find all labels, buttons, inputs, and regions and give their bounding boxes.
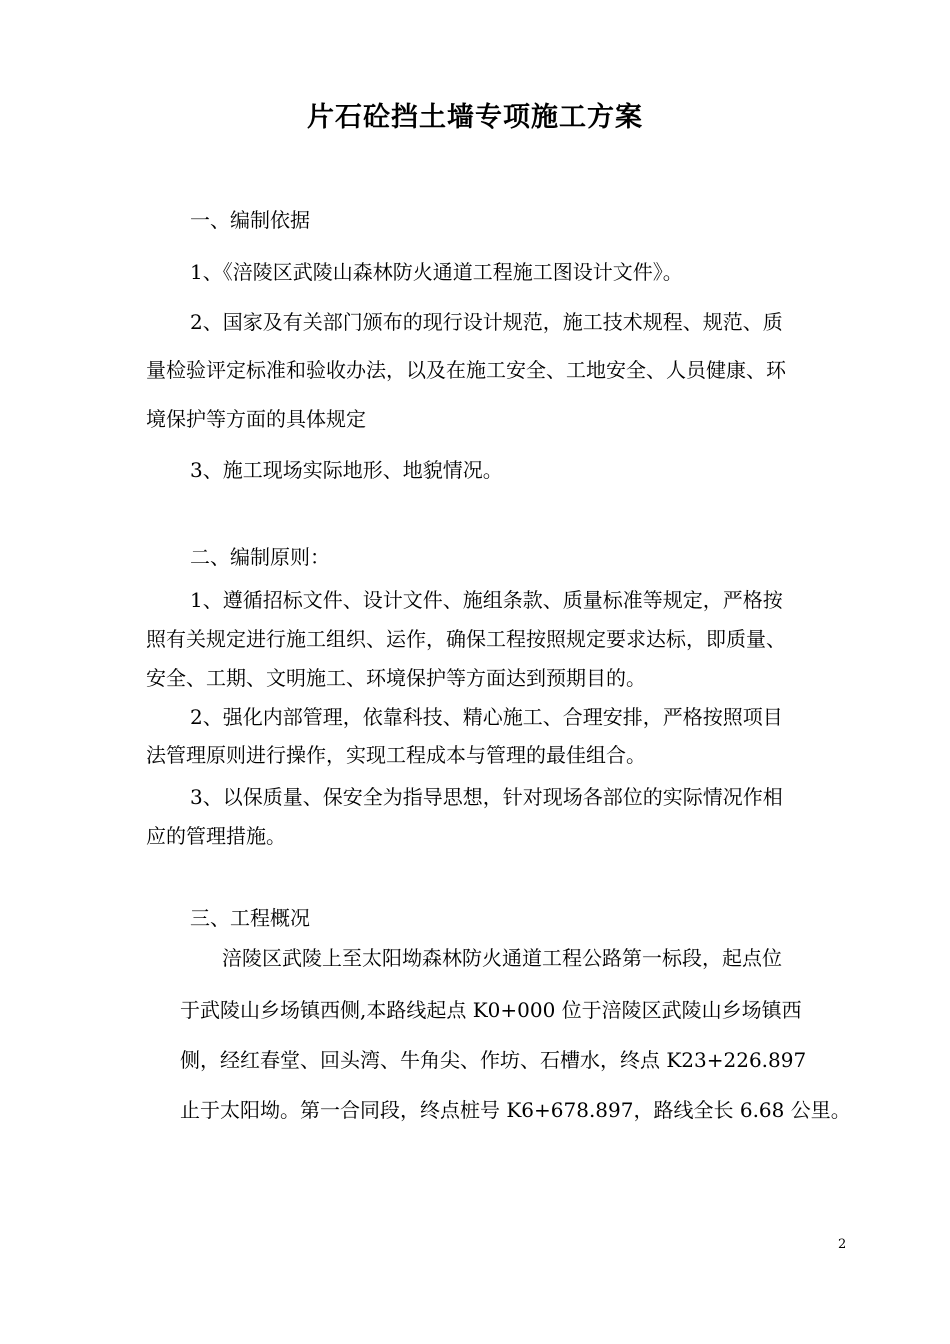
section-1-item-3: 3、施工现场实际地形、地貌情况。 xyxy=(190,458,503,482)
section-2-item-1-line-3: 安全、工期、文明施工、环境保护等方面达到预期目的。 xyxy=(146,666,646,690)
section-3-paragraph-line-3: 侧，经红春堂、回头湾、牛角尖、作坊、石槽水，终点 K23+226.897 xyxy=(180,1048,807,1072)
section-2-item-1-line-2: 照有关规定进行施工组织、运作，确保工程按照规定要求达标，即质量、 xyxy=(146,627,786,651)
section-3-paragraph-line-2: 于武陵山乡场镇西侧,本路线起点 K0+000 位于涪陵区武陵山乡场镇西 xyxy=(180,998,802,1022)
section-2-item-3-line-2: 应的管理措施。 xyxy=(146,824,286,848)
section-2-item-1-line-1: 1、遵循招标文件、设计文件、施组条款、质量标准等规定，严格按 xyxy=(190,588,783,612)
section-3-paragraph-line-4: 止于太阳坳。第一合同段，终点桩号 K6+678.897，路线全长 6.68 公里。 xyxy=(180,1098,851,1122)
document-title: 片石砼挡土墙专项施工方案 xyxy=(307,102,643,133)
section-3-paragraph-line-1: 涪陵区武陵上至太阳坳森林防火通道工程公路第一标段，起点位 xyxy=(222,946,782,970)
page-number: 2 xyxy=(838,1237,847,1252)
section-2-item-3-line-1: 3、以保质量、保安全为指导思想，针对现场各部位的实际情况作相 xyxy=(190,785,783,809)
section-2-heading: 二、编制原则： xyxy=(190,545,330,569)
section-1-item-2-line-1: 2、国家及有关部门颁布的现行设计规范，施工技术规程、规范、质 xyxy=(190,310,783,334)
section-1-heading: 一、编制依据 xyxy=(190,208,310,232)
section-3-heading: 三、工程概况 xyxy=(190,906,310,930)
section-1-item-2-line-2: 量检验评定标准和验收办法，以及在施工安全、工地安全、人员健康、环 xyxy=(146,358,786,382)
section-2-item-2-line-1: 2、强化内部管理，依靠科技、精心施工、合理安排，严格按照项目 xyxy=(190,705,783,729)
section-1-item-1: 1、《涪陵区武陵山森林防火通道工程施工图设计文件》。 xyxy=(190,260,683,284)
section-1-item-2-line-3: 境保护等方面的具体规定 xyxy=(146,407,366,431)
section-2-item-2-line-2: 法管理原则进行操作，实现工程成本与管理的最佳组合。 xyxy=(146,743,646,767)
